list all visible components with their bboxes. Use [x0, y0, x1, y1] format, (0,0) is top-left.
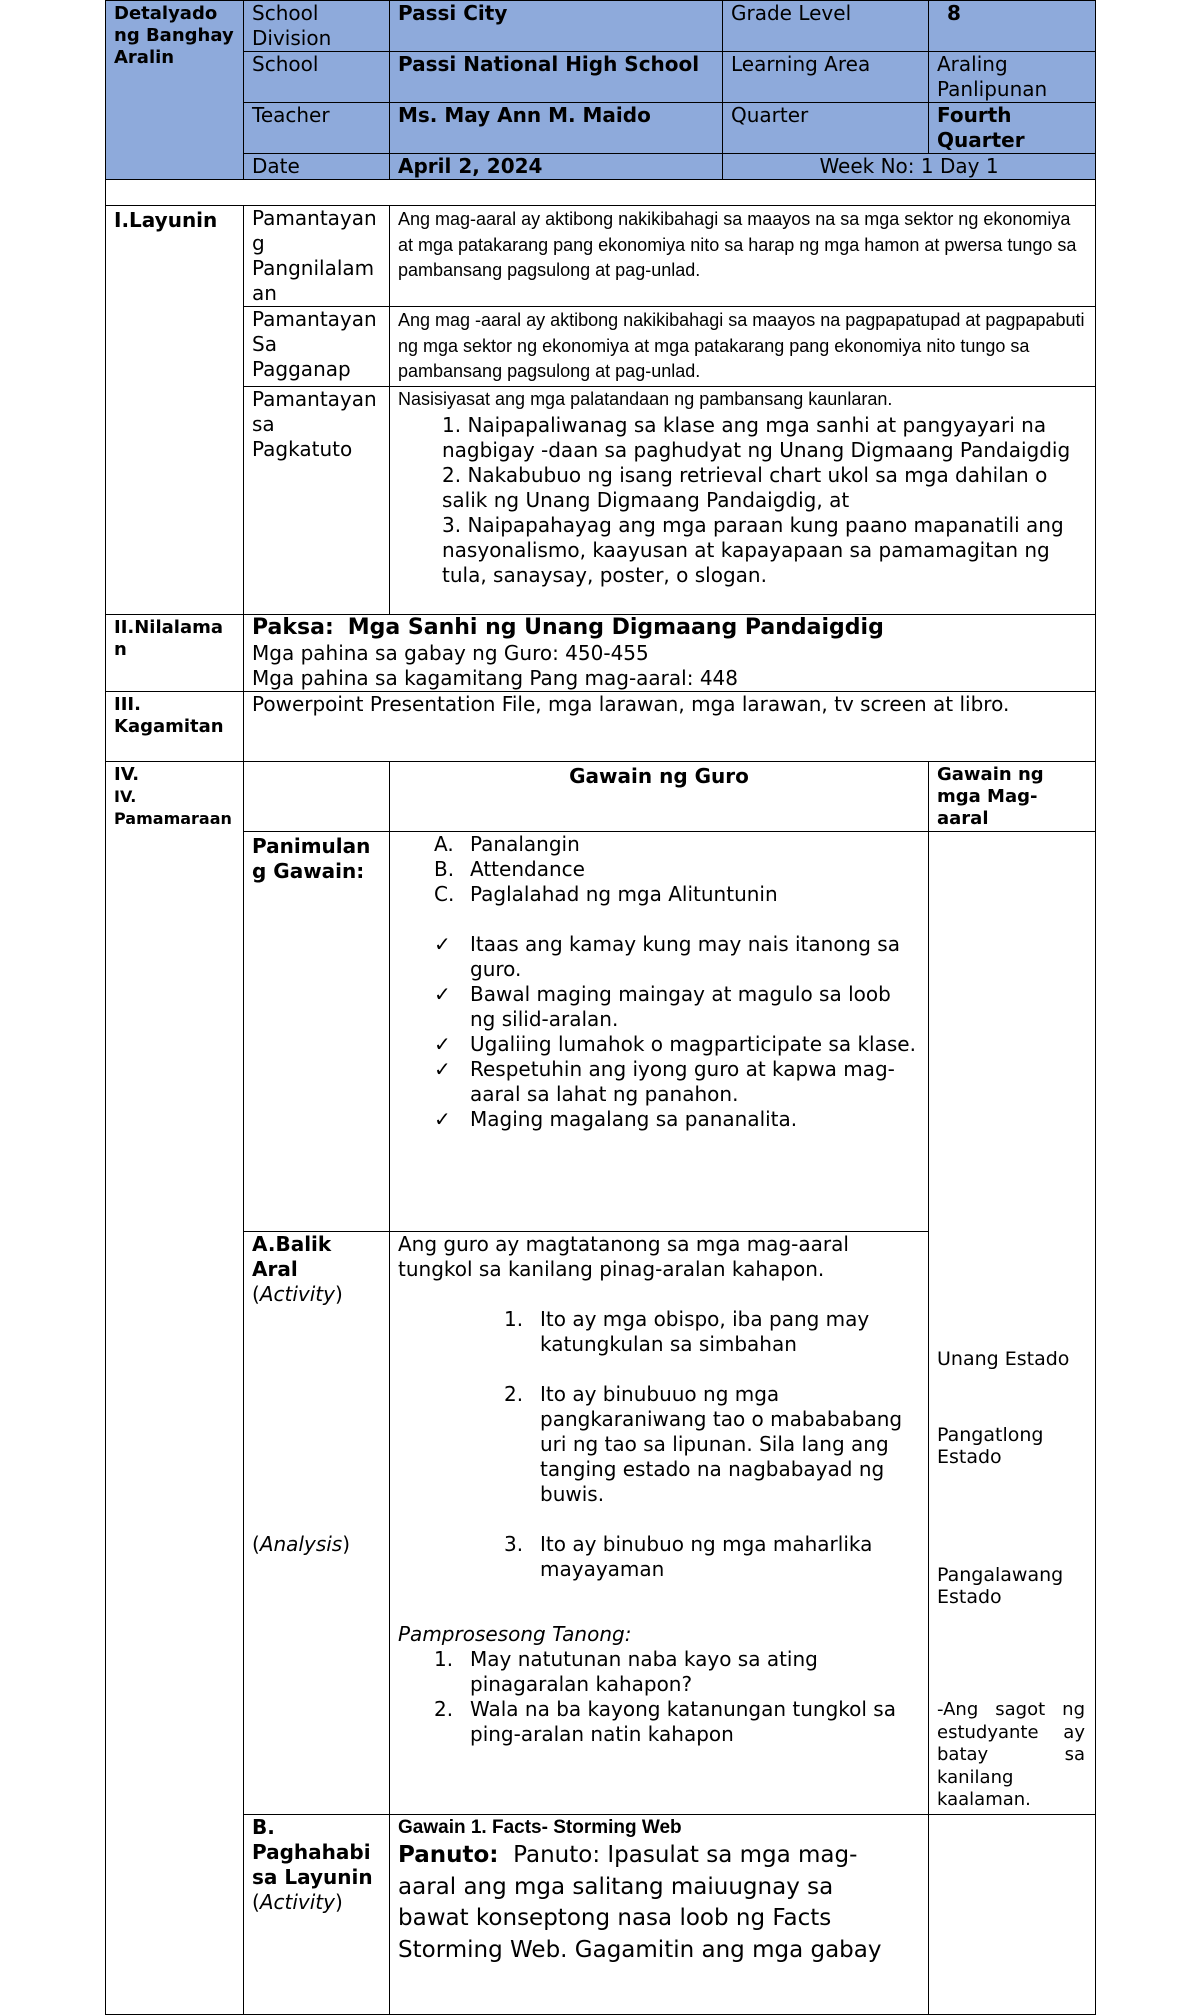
question-item: 2. Ito ay binubuuo ng mga pangkaraniwang tao o mabababang uri ng tao sa lipunan. Sila lang ang tanging estado na nagbabayad ng buwis. [504, 1382, 903, 1507]
check-icon: ✓ [434, 1107, 451, 1131]
questions-list [398, 1307, 920, 1582]
rules-list [398, 932, 920, 1132]
panimula-cell [390, 832, 929, 1232]
pagkatuto-item: 2. Nakabubuo ng isang retrieval chart ukol sa mga dahilan o salik ng Unang Digmaang Pandaigdig, at [442, 462, 1048, 512]
lesson-plan-table [105, 0, 1096, 2015]
pagkatuto-list [398, 413, 1087, 588]
activity-label: (Activity) [252, 1890, 343, 1914]
pagganap-text: Ang mag -aaral ay aktibong nakikibahagi sa maayos na pagpapatupad at pagpapabuti ng mga sektor ng ekonomiya at mga patakarang pang ekonomiya nito tungo sa pambansang pagsulong at pag-unlad. [390, 307, 1096, 387]
panimula-list [398, 832, 920, 907]
balik-label: A.Balik Aral [252, 1232, 332, 1282]
paghahabi-cell [390, 1815, 929, 2015]
magaaral-answers-cell [929, 832, 1096, 1815]
gawain-title: Gawain 1. Facts- Storming Web [398, 1817, 682, 1838]
school-value: Passi National High School [390, 52, 723, 103]
activity-label: (Activity) [252, 1282, 343, 1307]
paghahabi-label-cell [244, 1815, 390, 2015]
check-icon: ✓ [434, 1057, 451, 1081]
lesson-plan-document [105, 0, 1095, 2015]
row-paghahabi [106, 1815, 1096, 2015]
paksa-label: Paksa: [252, 615, 334, 640]
pamamaraan-word: IV. Pamamaraan [114, 787, 232, 828]
rule-item: ✓ Maging magalang sa pananalita. [434, 1107, 798, 1131]
grade-label: Grade Level [723, 1, 929, 52]
pangnilalaman-text: Ang mag-aaral ay aktibong nakikibahagi sa maayos na sa mga sektor ng ekonomiya at mga patakarang pang ekonomiya nito sa harap ng mga hamon at pwersa tungo sa pambansang pagsulong at pag-unlad. [390, 206, 1096, 307]
paksa-title: Mga Sanhi ng Unang Digmaang Pandaigdig [347, 615, 884, 640]
layunin-label: I.Layunin [106, 206, 244, 615]
guro-header: Gawain ng Guro [390, 762, 929, 832]
paghahabi-label: B. Paghahabi sa Layunin [252, 1815, 373, 1889]
row-kagamitan [106, 692, 1096, 762]
balik-cell [390, 1232, 929, 1815]
pagkatuto-item: 1. Naipapaliwanag sa klase ang mga sanhi at pangyayari na nagbigay -daan sa paghudyat ng Unang Digmaang Pandaigdig [442, 412, 1071, 462]
balik-label-cell [244, 1232, 390, 1815]
header-row-division [106, 1, 1096, 52]
pagkatuto-label: Pamantayan sa Pagkatuto [244, 387, 390, 615]
kagamitan-text: Powerpoint Presentation File, mga larawan, mga larawan, tv screen at libro. [244, 692, 1096, 762]
rule-item: ✓ Ugaliing lumahok o magparticipate sa klase. [434, 1032, 916, 1056]
row-pangnilalaman [106, 206, 1096, 307]
kagamitan-label: III. Kagamitan [106, 692, 244, 762]
answer-3: Pangalawang Estado [937, 1564, 1064, 1608]
pamamaraan-label [106, 762, 244, 2015]
answer-2: Pangatlong Estado [937, 1424, 1044, 1468]
pagkatuto-item: 3. Naipapahayag ang mga paraan kung paano mapanatili ang nasyonalismo, kaayusan at kapayapaan sa pamamagitan ng tula, sanaysay, poster, o slogan. [442, 512, 1064, 587]
analysis-label: (Analysis) [252, 1532, 351, 1557]
header-row-date [106, 154, 1096, 180]
doc-label: Detalyado ng Banghay Aralin [106, 1, 244, 180]
division-label: School Division [244, 1, 390, 52]
pangnilalaman-label: Pamantayang Pangnilalaman [244, 206, 390, 307]
panimula-label: Panimulang Gawain: [244, 832, 390, 1232]
area-value: Araling Panlipunan [929, 52, 1096, 103]
pamprosesong-list [398, 1647, 920, 1747]
empty-header-cell [244, 762, 390, 832]
division-value: Passi City [390, 1, 723, 52]
balik-intro: Ang guro ay magtatanong sa mga mag-aaral tungkol sa kanilang pinag-aralan kahapon. [398, 1232, 849, 1282]
paghahabi-student-cell [929, 1815, 1096, 2015]
quarter-value: Fourth Quarter [929, 103, 1096, 154]
list-item: 1. May natutunan naba kayo sa ating pinagaralan kahapon? [434, 1647, 818, 1697]
guro-pages: Mga pahina sa gabay ng Guro: 450-455 [252, 641, 649, 665]
row-pagganap [106, 307, 1096, 387]
list-item: A. Panalangin [434, 832, 580, 856]
nilalaman-label: II.Nilalaman [106, 615, 244, 692]
list-item: C. Paglalahad ng mga Alituntunin [434, 882, 778, 906]
pagkatuto-intro: Nasisiyasat ang mga palatandaan ng pambansang kaunlaran. [398, 389, 893, 409]
pamprosesong-label: Pamprosesong Tanong: [398, 1622, 632, 1647]
nilalaman-cell [244, 615, 1096, 692]
question-item: 3. Ito ay binubuo ng mga maharlika mayayaman [504, 1532, 873, 1582]
check-icon: ✓ [434, 982, 451, 1006]
check-icon: ✓ [434, 1032, 451, 1056]
pamamaraan-num: IV. [114, 764, 140, 785]
quarter-label: Quarter [723, 103, 929, 154]
row-panimula [106, 832, 1096, 1232]
teacher-label: Teacher [244, 103, 390, 154]
area-label: Learning Area [723, 52, 929, 103]
date-label: Date [244, 154, 390, 180]
row-pamamaraan-header [106, 762, 1096, 832]
answer-1: Unang Estado [937, 1348, 1070, 1370]
list-item: B. Attendance [434, 857, 585, 881]
row-nilalaman [106, 615, 1096, 692]
question-item: 1. Ito ay mga obispo, iba pang may katungkulan sa simbahan [504, 1307, 870, 1357]
student-pages: Mga pahina sa kagamitang Pang mag-aaral: 448 [252, 666, 738, 690]
panuto-text: Panuto: Panuto: Ipasulat sa mga mag-aaral ang mga salitang maiuugnay sa bawat konseptong nasa loob ng Facts Storming Web. Gagamitin ang mga gabay [398, 1842, 882, 1963]
magaaral-header: Gawain ng mga Mag-aaral [929, 762, 1096, 832]
check-icon: ✓ [434, 932, 451, 956]
header-row-school [106, 52, 1096, 103]
pagganap-label: Pamantayan Sa Pagganap [244, 307, 390, 387]
rule-item: ✓ Respetuhin ang iyong guro at kapwa mag-aaral sa lahat ng panahon. [434, 1057, 895, 1106]
rule-item: ✓ Itaas ang kamay kung may nais itanong sa guro. [434, 932, 900, 981]
row-pagkatuto [106, 387, 1096, 615]
student-answer: -Ang sagot ng estudyante ay batay sa kanilang kaalaman. [937, 1699, 1085, 1810]
spacer-row [106, 180, 1096, 206]
date-value: April 2, 2024 [390, 154, 723, 180]
list-item: 2. Wala na ba kayong katanungan tungkol sa ping-aralan natin kahapon [434, 1697, 896, 1747]
rule-item: ✓ Bawal maging maingay at magulo sa loob ng silid-aralan. [434, 982, 891, 1031]
week-label: Week No: 1 Day 1 [723, 154, 1096, 180]
grade-value: 8 [929, 1, 1096, 52]
header-row-teacher [106, 103, 1096, 154]
pagkatuto-cell [390, 387, 1096, 615]
school-label: School [244, 52, 390, 103]
teacher-value: Ms. May Ann M. Maido [390, 103, 723, 154]
